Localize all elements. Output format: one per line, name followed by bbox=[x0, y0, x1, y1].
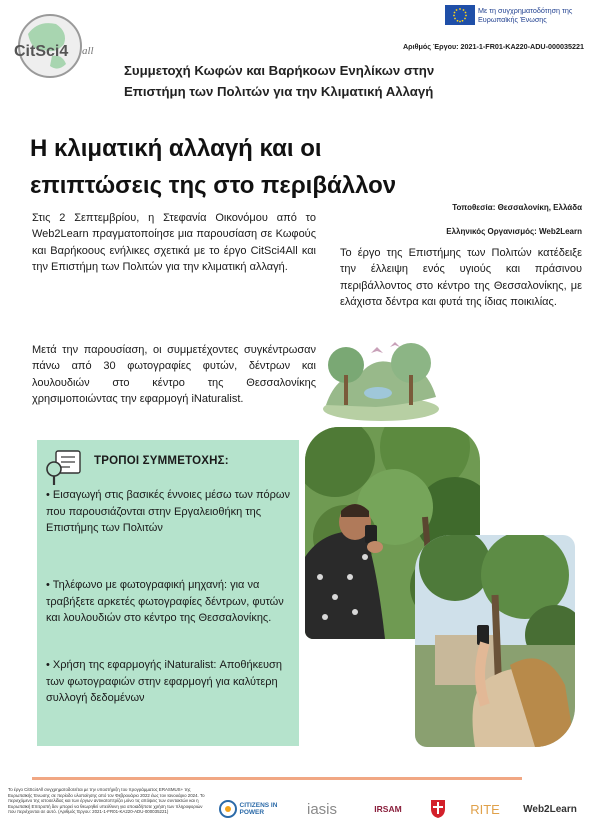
partner-name: RITE bbox=[470, 801, 500, 817]
partner-name: iasis bbox=[306, 800, 337, 818]
eu-flag-icon bbox=[445, 5, 475, 25]
partner-name: IRSAM bbox=[374, 804, 402, 814]
subtitle-line-1: Συμμετοχή Κωφών και Βαρήκοων Ενηλίκων στην bbox=[124, 63, 435, 78]
participation-item: • Τηλέφωνο με φωτογραφική μηχανή: για να τραβήξετε αρκετές φωτογραφίες δέντρων, φυτών και λουλουδιών στο κέντρο της Θεσσαλονίκης. bbox=[46, 579, 284, 624]
paragraph-intro: Στις 2 Σεπτεμβρίου, η Στεφανία Οικονόμου από το Web2Learn πραγματοποίησε μια παρουσίαση σε Κωφούς και Βαρήκοους ενήλικες σχετικά με το έργο CitSci4All και την Επιστήμη των Πολιτών για την κλιματική αλλαγή. bbox=[32, 212, 316, 274]
svg-text:CitSci4: CitSci4 bbox=[14, 43, 69, 60]
location-label: Τοποθεσία: Θεσσαλονίκη, Ελλάδα bbox=[452, 203, 582, 212]
project-number: Αριθμός Έργου: 2021-1-FR01-KA220-ADU-000035221 bbox=[402, 42, 584, 51]
page-subtitle bbox=[124, 60, 544, 102]
subtitle-line-2: Επιστήμη των Πολιτών για την Κλιματική Αλλαγή bbox=[124, 84, 434, 99]
svg-text:all: all bbox=[82, 45, 94, 57]
search-document-icon bbox=[42, 447, 84, 487]
shield-icon bbox=[430, 799, 446, 819]
organization-label: Ελληνικός Οργανισμός: Web2Learn bbox=[446, 227, 582, 236]
partner-logo-shield bbox=[424, 795, 452, 823]
partner-logo-irsam bbox=[360, 795, 416, 823]
title-line-2: επιπτώσεις της στο περιβάλλον bbox=[30, 172, 397, 199]
footer-disclaimer: Το έργο CitSci4All συγχρηματοδοτείται με την υποστήριξη του προγράμματος ERASMUS+ της Ευρωπαϊκής Ένωσης σε περίοδο υλοποίησης από τον Φεβρουάριο 2022 έως τον Ιανουάριο 2024. Το περιεχόμενο της ιστοσελίδας και των έργων αντικατοπτρίζει μόνο τις απόψεις των συντακτών και η Ευρωπαϊκή Επιτροπή δεν μπορεί να θεωρηθεί υπεύθυνη για οποιαδήποτε χρήση των πληροφοριών που περιέχονται σε αυτό. (Αριθμός Έργου: 2021-1-FR01-KA220-ADU-000035221) bbox=[8, 787, 205, 815]
participation-title: ΤΡΟΠΟΙ ΣΥΜΜΕΤΟΧΗΣ: bbox=[94, 455, 229, 467]
page-title bbox=[30, 130, 450, 204]
partner-logo-citizens-in-power bbox=[214, 795, 284, 823]
eu-funding-text: Με τη συγχρηματοδότηση της Ευρωπαϊκής Ένωσης bbox=[478, 6, 573, 24]
title-line-1: Η κλιματική αλλαγή και οι bbox=[30, 135, 322, 162]
partner-logo-web2learn bbox=[516, 795, 584, 823]
citizens-in-power-icon bbox=[219, 800, 237, 818]
partner-name: Web2Learn bbox=[523, 803, 577, 815]
photo-woman-with-phone bbox=[415, 535, 575, 747]
paragraph-activity: Μετά την παρουσίαση, οι συμμετέχοντες συγκέντρωσαν πάνω από 30 φωτογραφίες φυτών, δέντρων και λουλουδιών στο κέντρο της Θεσσαλονίκης χρησιμοποιώντας την εφαρμογή iNaturalist. bbox=[32, 344, 316, 406]
nature-illustration bbox=[316, 335, 446, 425]
participation-item: • Χρήση της εφαρμογής iNaturalist: Αποθήκευση των φωτογραφιών στην εφαρμογή για καλύτερη συλλογή δεδομένων bbox=[46, 659, 282, 704]
paragraph-findings: Το έργο της Επιστήμης των Πολιτών κατέδειξε την έλλειψη ενός υγιούς και πράσινου περιβάλλοντος στο κέντρο της Θεσσαλονίκης, με ελάχιστα δέντρα και φυτά της ίδιας ποικιλίας. bbox=[340, 247, 582, 309]
partner-logo-rite bbox=[462, 795, 508, 823]
citsci4all-logo bbox=[8, 10, 120, 78]
partner-name: CITIZENS IN POWER bbox=[239, 802, 278, 816]
footer-divider bbox=[32, 777, 522, 780]
partner-logo-iasis bbox=[294, 795, 350, 823]
participation-item: • Εισαγωγή στις βασικές έννοιες μέσω των πόρων που παρουσιάζονται στην Εργαλειοθήκη της Επιστήμης των Πολιτών bbox=[46, 489, 291, 534]
